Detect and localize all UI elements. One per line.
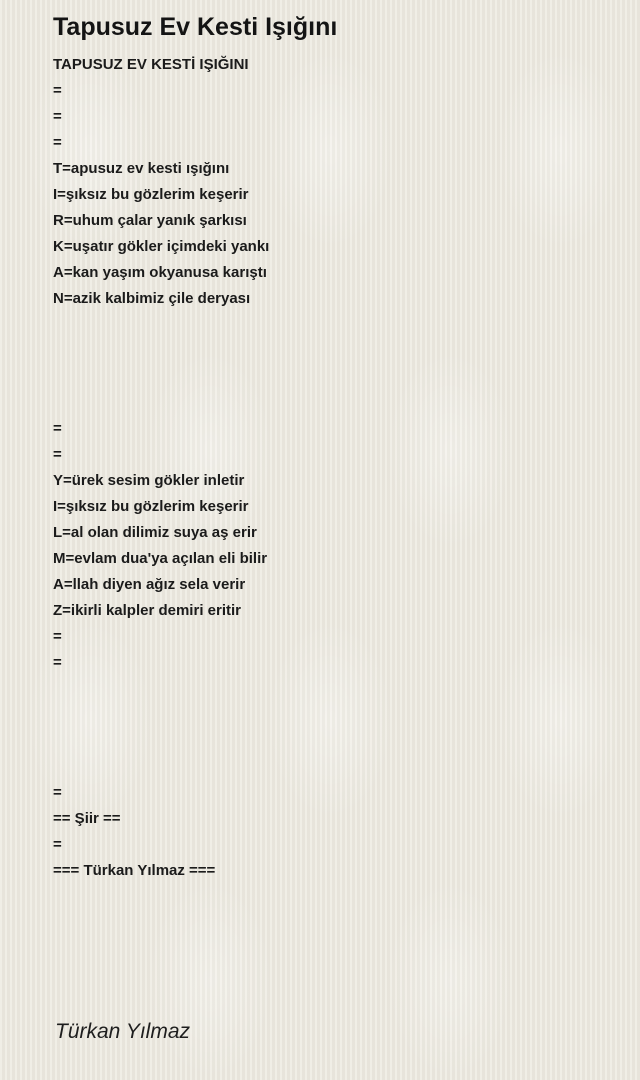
page-title: Tapusuz Ev Kesti Işığını	[53, 13, 338, 41]
poem-line: =	[53, 108, 62, 125]
poem-blank-line	[53, 728, 269, 754]
poem-line: I=şıksız bu gözlerim keşerir	[53, 186, 249, 203]
poem-line: R=uhum çalar yanık şarkısı	[53, 212, 247, 229]
poem-blank-line	[53, 754, 269, 780]
poem-line: =	[53, 784, 62, 801]
poem-line: K=uşatır gökler içimdeki yankı	[53, 238, 270, 255]
poem-blank-line	[53, 338, 269, 364]
poem-genre-line: == Şiir ==	[53, 810, 121, 827]
poem-line: Y=ürek sesim gökler inletir	[53, 472, 245, 489]
poem-blank-line	[53, 364, 269, 390]
poem-author-line: === Türkan Yılmaz ===	[53, 862, 216, 879]
poem-line: Z=ikirli kalpler demiri eritir	[53, 602, 241, 619]
poem-line: A=llah diyen ağız sela verir	[53, 576, 246, 593]
poem-line: M=evlam dua'ya açılan eli bilir	[53, 550, 268, 567]
poem-line: =	[53, 836, 62, 853]
poem-heading: TAPUSUZ EV KESTİ IŞIĞINI	[53, 56, 249, 73]
poem-line: =	[53, 82, 62, 99]
poem-blank-line	[53, 390, 269, 416]
poem-line: T=apusuz ev kesti ışığını	[53, 160, 230, 177]
poem-blank-line	[53, 702, 269, 728]
poem-line: =	[53, 654, 62, 671]
poem-line: N=azik kalbimiz çile deryası	[53, 290, 251, 307]
poem-line: =	[53, 420, 62, 437]
poem-line: I=şıksız bu gözlerim keşerir	[53, 498, 249, 515]
poem-line: L=al olan dilimiz suya aş erir	[53, 524, 257, 541]
poem-line: =	[53, 628, 62, 645]
poem-line: A=kan yaşım okyanusa karıştı	[53, 264, 267, 281]
poem-line: =	[53, 446, 62, 463]
author-signature: Türkan Yılmaz	[55, 1020, 190, 1043]
poem-line: =	[53, 134, 62, 151]
poem-body	[53, 52, 269, 884]
poem-blank-line	[53, 676, 269, 702]
poem-blank-line	[53, 312, 269, 338]
